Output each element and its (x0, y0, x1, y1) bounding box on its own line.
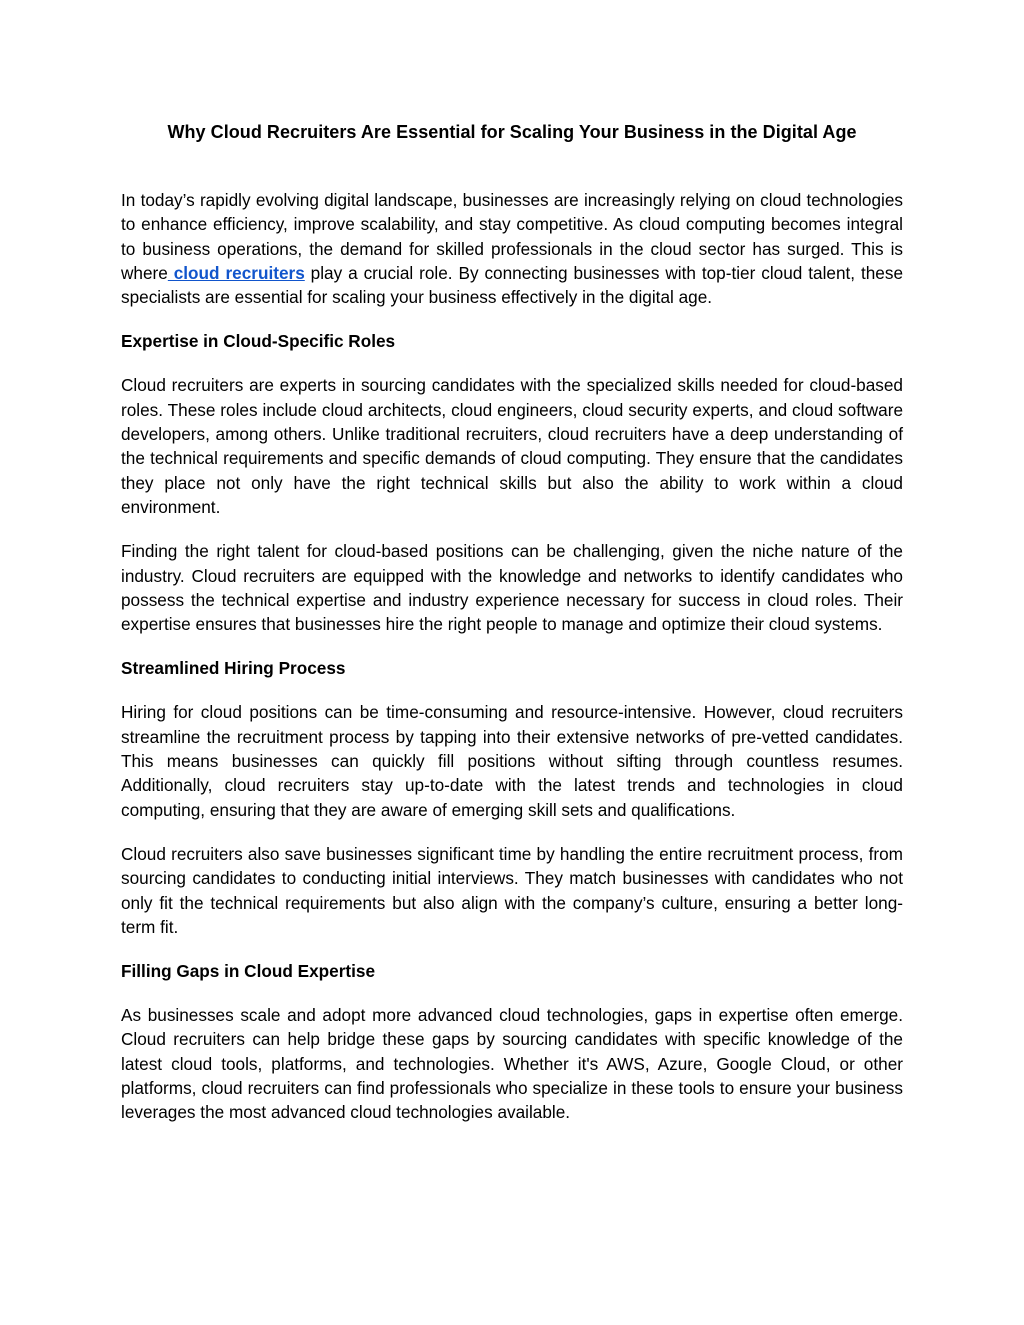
intro-text-after-link: play a crucial role. By connecting businesses with top-tier cloud talent, these specialists are essential for scaling your business effectively in the digital age. (121, 262, 904, 308)
section-paragraph: Cloud recruiters also save businesses significant time by handling the entire recruitment process, from sourcing candidates to conducting initial interviews. They match businesses with candidates who not only fit the technical requirements but also align with the company’s culture, ensuring a better long-term fit. (121, 843, 903, 937)
intro-text-before-link: In today’s rapidly evolving digital landscape, businesses are increasingly relying on cloud technologies to enhance efficiency, improve scalability, and stay competitive. As cloud computing becomes integral to business operations, the demand for skilled professionals in the cloud sector has surged. This is where (121, 190, 903, 283)
section-paragraph: Finding the right talent for cloud-based positions can be challenging, given the niche nature of the industry. Cloud recruiters are equipped with the knowledge and networks to identify candidates who possess the technical expertise and industry experience necessary for success in cloud roles. Their expertise ensures that businesses hire the right people to manage and optimize their cloud systems. (121, 541, 903, 635)
section-paragraph: As businesses scale and adopt more advanced cloud technologies, gaps in expertise often emerge. Cloud recruiters can help bridge these gaps by sourcing candidates with specific knowledge of the latest cloud tools, platforms, and technologies. Whether it's AWS, Azure, Google Cloud, or other platforms, cloud recruiters can find professionals who specialize in these tools to ensure your business leverages the most advanced cloud technologies available. (121, 1005, 903, 1123)
intro-paragraph (121, 188, 903, 309)
section-heading-filling-gaps: Filling Gaps in Cloud Expertise (121, 961, 376, 982)
document-page (121, 119, 903, 1125)
cloud-recruiters-link[interactable]: cloud recruiters (167, 262, 305, 283)
section-heading-expertise: Expertise in Cloud-Specific Roles (121, 331, 396, 352)
section-heading-streamlined-hiring: Streamlined Hiring Process (121, 658, 346, 679)
section-paragraph: Cloud recruiters are experts in sourcing candidates with the specialized skills needed for cloud-based roles. These roles include cloud architects, cloud engineers, cloud security experts, and cloud software developers, among others. Unlike traditional recruiters, cloud recruiters have a deep understanding of the technical requirements and specific demands of cloud computing. They ensure that the candidates they place not only have the right technical skills but also the ability to work within a cloud environment. (121, 375, 903, 517)
document-title: Why Cloud Recruiters Are Essential for Scaling Your Business in the Digital Age (167, 122, 857, 142)
section-paragraph: Hiring for cloud positions can be time-consuming and resource-intensive. However, cloud recruiters streamline the recruitment process by tapping into their extensive networks of pre-vetted candidates. This means businesses can quickly fill positions without sifting through countless resumes. Additionally, cloud recruiters stay up-to-date with the latest trends and technologies in cloud computing, ensuring that they are aware of emerging skill sets and qualifications. (121, 702, 903, 820)
